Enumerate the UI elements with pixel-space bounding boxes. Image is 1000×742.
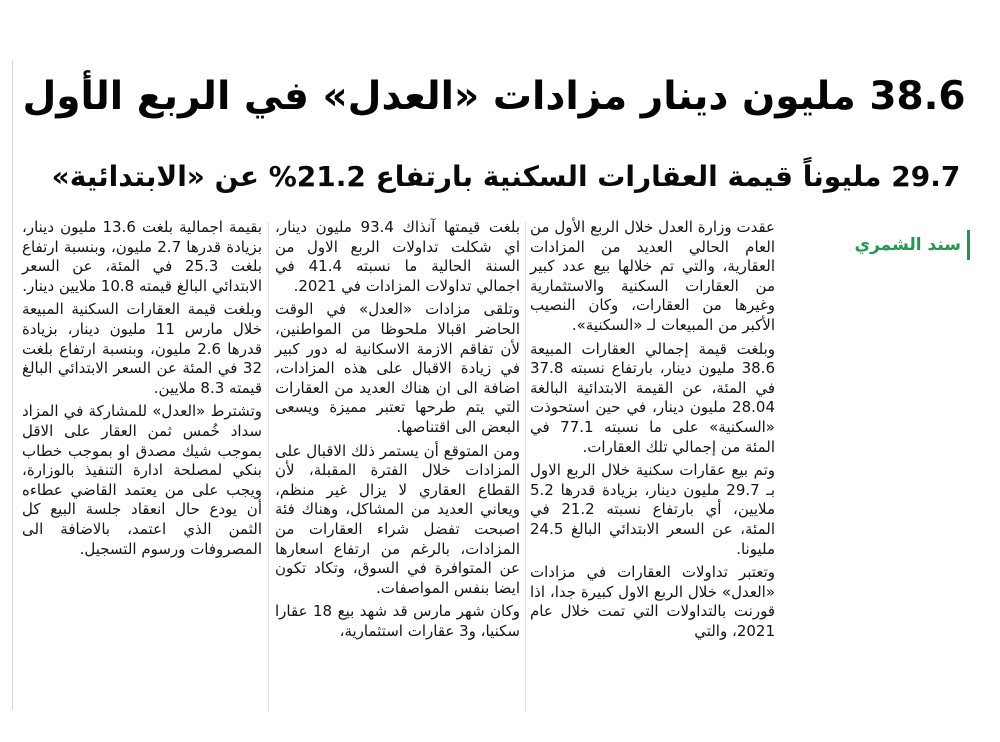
paragraph: وكان شهر مارس قد شهد بيع 18 عقارا سكنيا، و3 عقارات استثمارية،: [275, 602, 520, 640]
page-edge-rule: [12, 60, 13, 710]
author-byline: سند الشمري: [842, 230, 970, 260]
column-divider: [525, 222, 526, 712]
article-headline: 38.6 مليون دينار مزادات «العدل» في الربع الأول: [22, 74, 966, 119]
paragraph: وتشترط «العدل» للمشاركة في المزاد سداد خُمس ثمن العقار على الاقل بموجب شيك مصدق او بموجب خطاب بنكي لمصلحة ادارة التنفيذ بالوزارة، ويجب على من يعتمد القاضي عطاءه أن يودع حال انعقاد جلسة البيع كل الثمن الذي اعتمد، بالاضافة الى المصروفات ورسوم التسجيل.: [22, 402, 262, 558]
article-column-2: [275, 218, 520, 645]
paragraph: وتلقى مزادات «العدل» في الوقت الحاضر اقبالا ملحوظا من المواطنين، لأن تفاقم الازمة الاسكانية له دور كبير في زيادة الاقبال على هذه المزادات، اضافة الى ان هناك العديد من العقارات التي يتم طرحها تعتبر مميزة ويسعى البعض الى اقتناصها.: [275, 300, 520, 436]
article-column-1: [530, 218, 775, 645]
paragraph: ومن المتوقع أن يستمر ذلك الاقبال على المزادات خلال الفترة المقبلة، لأن القطاع العقاري لا يزال غير منظم، ويعاني العديد من المشاكل، وهناك فئة اصبحت تفضل شراء العقارات من المزادات، بالرغم من ارتفاع اسعارها عن المتوافرة في السوق، وتكاد تكون ايضا بنفس المواصفات.: [275, 441, 520, 597]
paragraph: بقيمة اجمالية بلغت 13.6 مليون دينار، بزيادة قدرها 2.7 مليون، وبنسبة ارتفاع بلغت 25.3 في المئة، عن السعر الابتدائي البالغ قيمته 10.8 ملايين دينار.: [22, 218, 262, 295]
paragraph: وبلغت قيمة العقارات السكنية المبيعة خلال مارس 11 مليون دينار، بزيادة قدرها 2.6 مليون، وبنسبة ارتفاع بلغت 32 في المئة عن السعر الابتدائي البالغ قيمته 8.3 ملايين.: [22, 300, 262, 397]
paragraph: وبلغت قيمة إجمالي العقارات المبيعة 38.6 مليون دينار، بارتفاع نسبته 37.8 في المئة، عن القيمة الابتدائية البالغة 28.04 مليون دينار، في حين استحوذت «السكنية» على ما نسبته 77.1 في المئة من إجمالي تلك العقارات.: [530, 339, 775, 456]
column-divider: [268, 222, 269, 712]
paragraph: عقدت وزارة العدل خلال الربع الأول من العام الحالي العديد من المزادات العقارية، والتي تم خلالها بيع عدد كبير من العقارات السكنية والاستثمارية وغيرها من العقارات، وكان النصيب الأكبر من المبيعات لـ «السكنية».: [530, 218, 775, 334]
paragraph: بلغت قيمتها آنذاك 93.4 مليون دينار، اي شكلت تداولات الربع الاول من السنة الحالية ما نسبته 41.4 في اجمالي تداولات المزادات في 2021.: [275, 218, 520, 295]
paragraph: وتم بيع عقارات سكنية خلال الربع الاول بـ 29.7 مليون دينار، بزيادة قدرها 5.2 ملايين، أي بارتفاع نسبته 21.2 في المئة، عن السعر الابتدائي البالغ 24.5 مليونا.: [530, 461, 775, 558]
article-subheadline: 29.7 مليوناً قيمة العقارات السكنية بارتفاع 21.2% عن «الابتدائية»: [51, 160, 961, 193]
paragraph: وتعتبر تداولات العقارات في مزادات «العدل» خلال الربع الاول كبيرة جدا، اذا قورنت بالتداولات التي تمت خلال عام 2021، والتي: [530, 563, 775, 640]
article-column-3: [22, 218, 262, 563]
